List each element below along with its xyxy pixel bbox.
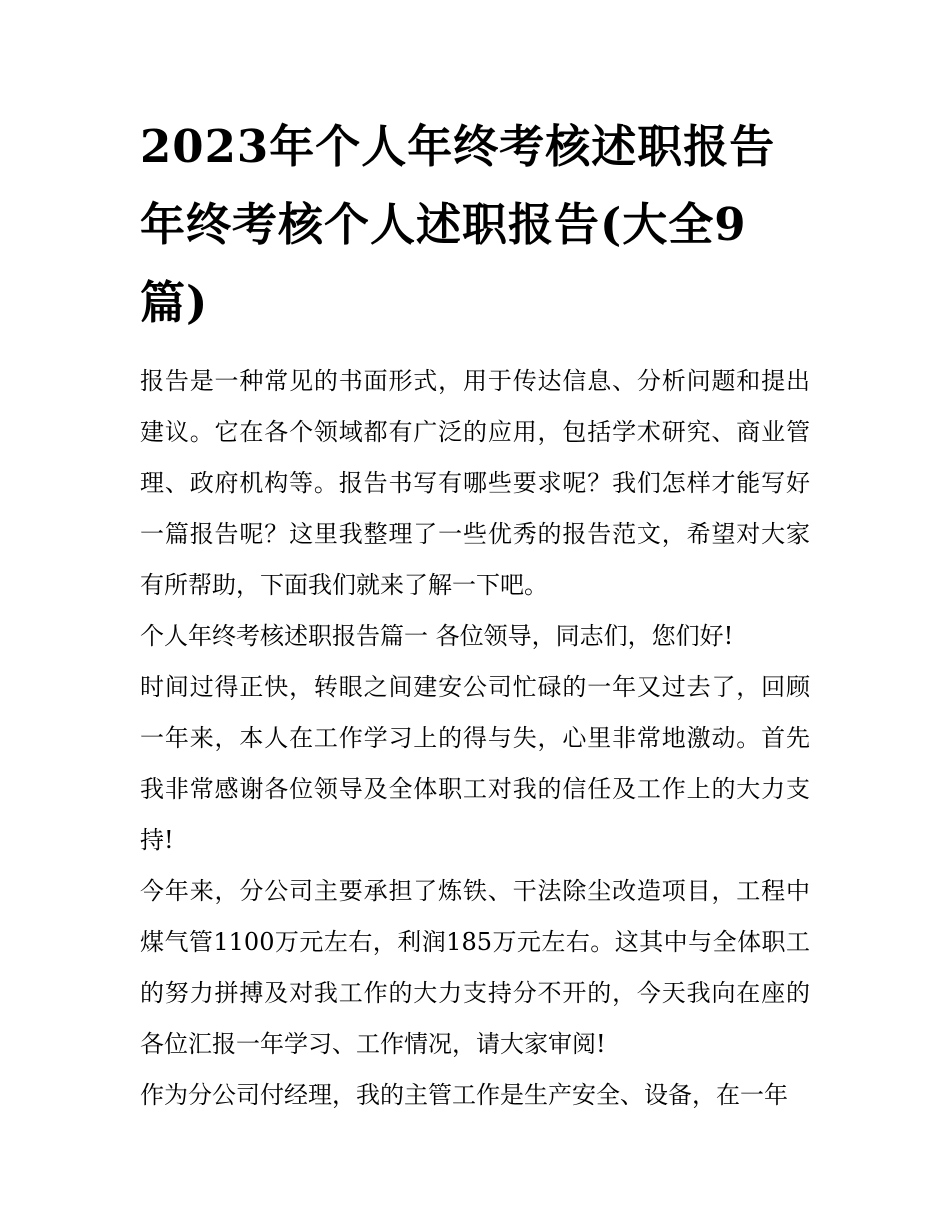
document-title: 2023年个人年终考核述职报告年终考核个人述职报告(大全9篇) bbox=[140, 120, 776, 329]
paragraph-heading-part-one: 个人年终考核述职报告篇一 各位领导，同志们，您们好! bbox=[140, 622, 734, 650]
paragraph-review: 时间过得正快，转眼之间建安公司忙碌的一年又过去了，回顾一年来，本人在工作学习上的得与失，心里非常地激动。首先我非常感谢各位领导及全体职工对我的信任及工作上的大力支持! bbox=[140, 673, 810, 854]
paragraph-intro: 报告是一种常见的书面形式，用于传达信息、分析问题和提出建议。它在各个领域都有广泛的应用，包括学术研究、商业管理、政府机构等。报告书写有哪些要求呢？我们怎样才能写好一篇报告呢？这里我整理了一些优秀的报告范文，希望对大家有所帮助，下面我们就来了解一下吧。 bbox=[140, 367, 810, 599]
document-body bbox=[140, 356, 810, 1121]
paragraph-role: 作为分公司付经理，我的主管工作是生产安全、设备，在一年 bbox=[140, 1081, 788, 1109]
paragraph-projects: 今年来，分公司主要承担了炼铁、干法除尘改造项目，工程中煤气管1100万元左右，利润185万元左右。这其中与全体职工的努力拼搏及对我工作的大力支持分不开的，今天我向在座的各位汇报一年学习、工作情况，请大家审阅! bbox=[140, 877, 810, 1058]
